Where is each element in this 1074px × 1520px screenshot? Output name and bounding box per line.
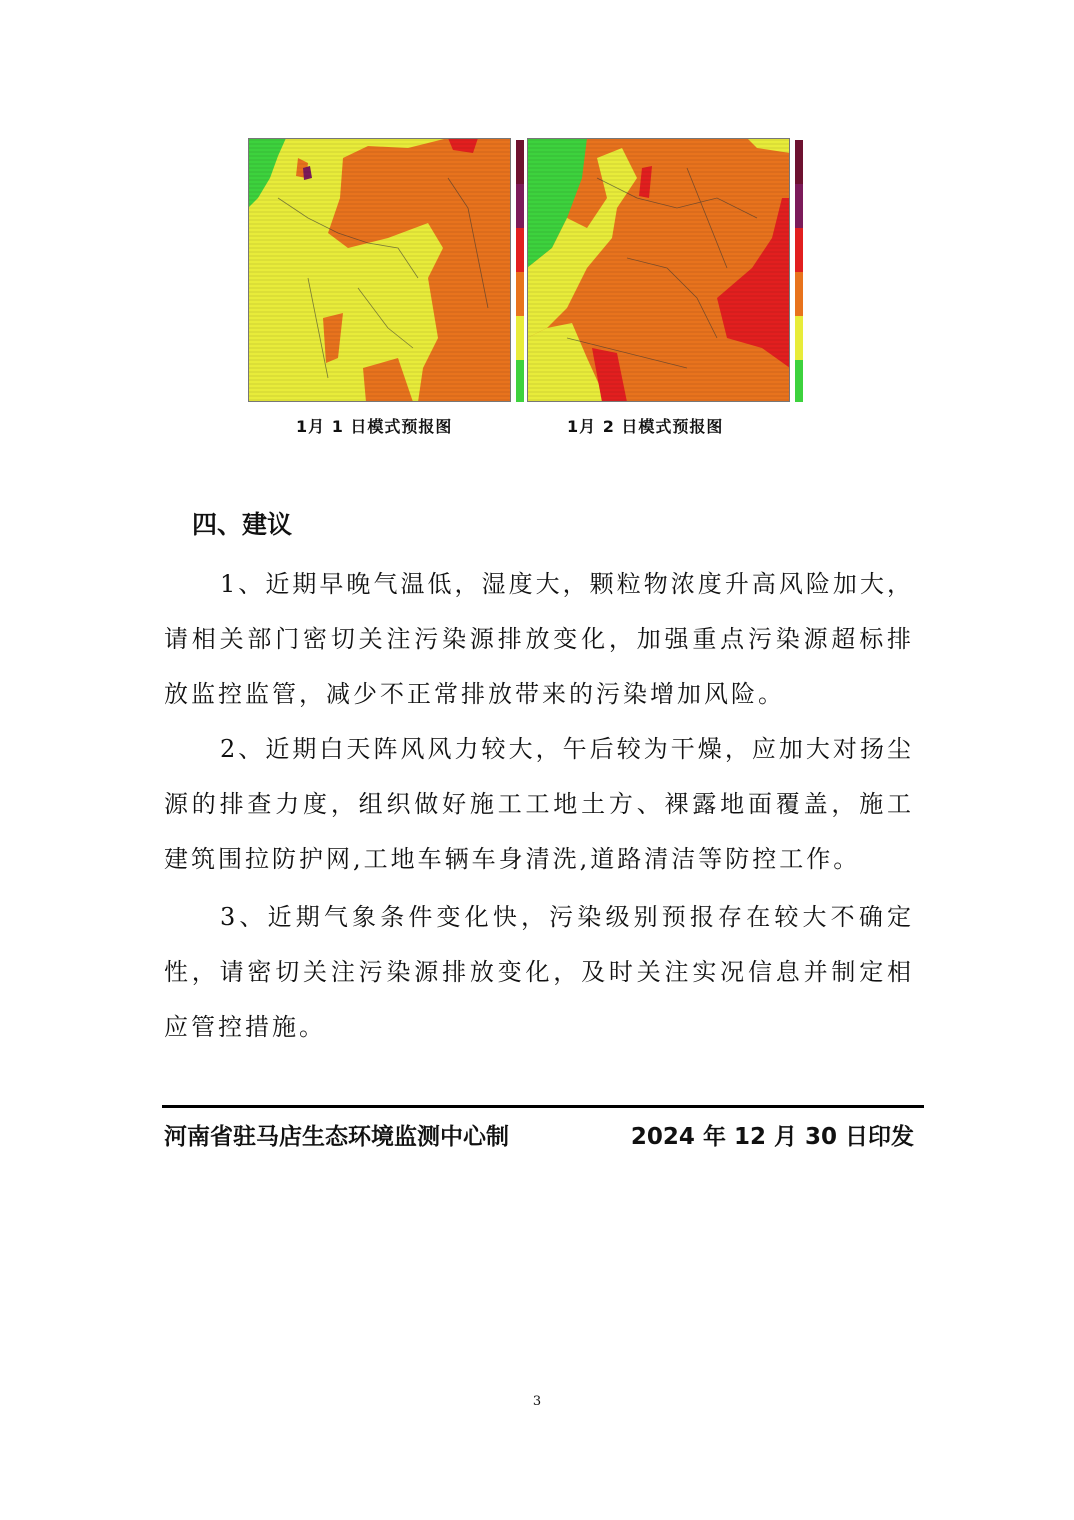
forecast-map-jan2 [527, 138, 802, 406]
paragraph-3: 3、近期气象条件变化快，污染级别预报存在较大不确定性，请密切关注污染源排放变化，及时关注实况信息并制定相应管控措施。 [164, 903, 914, 1041]
figure-caption-2: 1月 2 日模式预报图 [567, 417, 724, 436]
section-heading: 四、建议 [192, 510, 293, 539]
page-number: 3 [532, 1394, 542, 1409]
footer-date: 2024 年 12 月 30 日印发 [630, 1124, 914, 1150]
forecast-map-jan1-image [248, 138, 511, 402]
forecast-map-jan1 [248, 138, 523, 406]
footer-divider [162, 1105, 924, 1108]
forecast-map-jan2-image [527, 138, 790, 402]
paragraph-2: 2、近期白天阵风风力较大，午后较为干燥，应加大对扬尘源的排查力度，组织做好施工工地土方、裸露地面覆盖，施工建筑围拉防护网,工地车辆车身清洗,道路清洁等防控工作。 [164, 735, 914, 873]
figure-caption-1: 1月 1 日模式预报图 [296, 417, 453, 436]
footer-issuer: 河南省驻马店生态环境监测中心制 [164, 1124, 509, 1150]
color-scale-bar-2 [795, 140, 803, 402]
paragraph-1: 1、近期早晚气温低，湿度大，颗粒物浓度升高风险加大，请相关部门密切关注污染源排放变化，加强重点污染源超标排放监控监管，减少不正常排放带来的污染增加风险。 [164, 570, 914, 708]
color-scale-bar-1 [516, 140, 524, 402]
